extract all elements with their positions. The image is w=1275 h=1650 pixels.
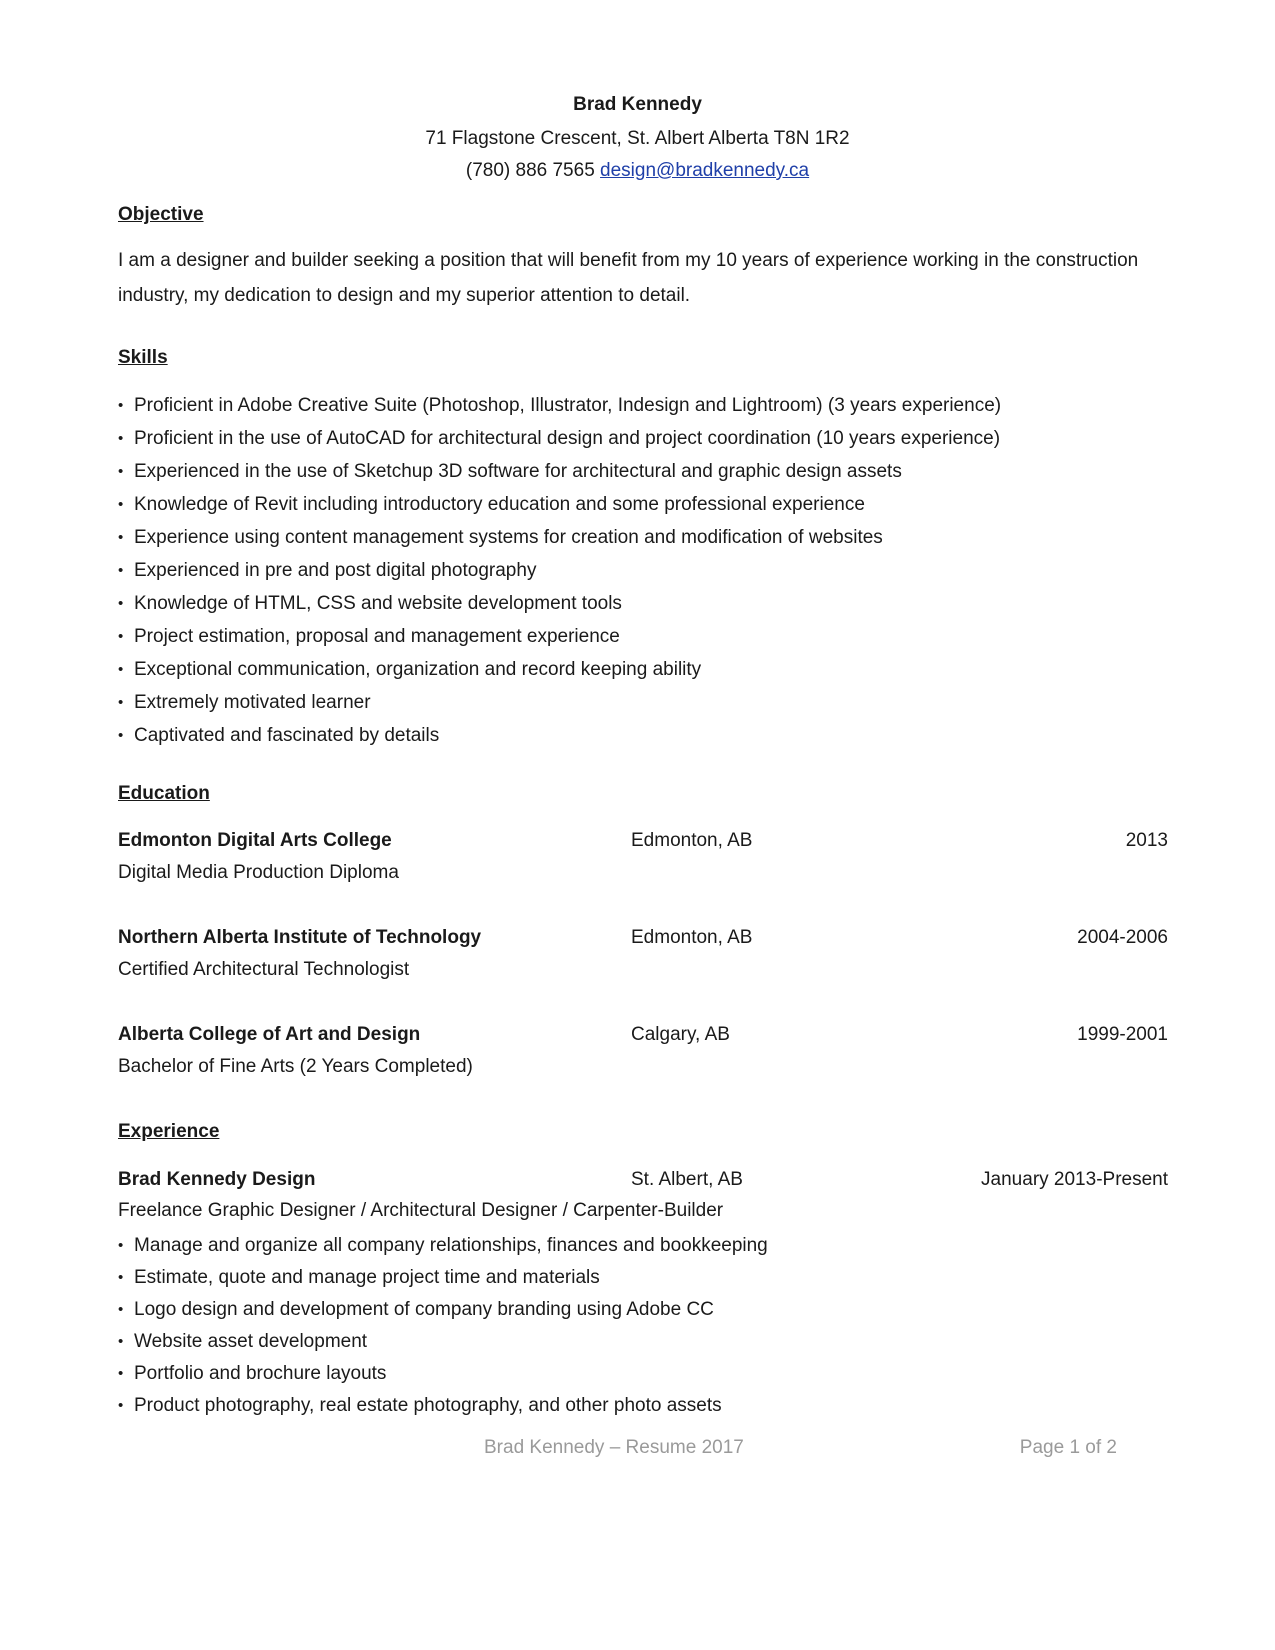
school-date: 2013 [1125,830,1168,851]
skill-item: • Exceptional communication, organization and record keeping ability [118,658,1001,691]
school-location: Calgary, AB [631,1024,730,1045]
email-link[interactable]: design@bradkennedy.ca [600,160,810,181]
education-entry [118,927,1168,953]
footer-title: Brad Kennedy – Resume 2017 [484,1437,744,1458]
experience-bullets [118,1234,768,1426]
education-entry [118,830,1168,856]
company-location: St. Albert, AB [631,1169,743,1190]
experience-heading: Experience [118,1121,220,1142]
skills-list [118,394,1001,757]
education-heading: Education [118,783,210,804]
school-credential: Digital Media Production Diploma [118,862,399,883]
experience-bullet: • Manage and organize all company relationships, finances and bookkeeping [118,1234,768,1266]
job-role: Freelance Graphic Designer / Architectural Designer / Carpenter-Builder [118,1200,724,1221]
experience-bullet: • Product photography, real estate photography, and other photo assets [118,1394,768,1426]
school-location: Edmonton, AB [631,830,753,851]
school-name: Edmonton Digital Arts College [118,830,392,851]
skills-heading: Skills [118,347,168,368]
skill-item: • Knowledge of HTML, CSS and website development tools [118,592,1001,625]
objective-heading: Objective [118,204,204,225]
skill-item: • Experienced in pre and post digital photography [118,559,1001,592]
school-credential: Certified Architectural Technologist [118,959,410,980]
employment-date: January 2013-Present [981,1169,1168,1190]
school-date: 1999-2001 [1077,1024,1168,1045]
school-name: Alberta College of Art and Design [118,1024,421,1045]
skill-item: • Experience using content management systems for creation and modification of websites [118,526,1001,559]
footer-page-number: Page 1 of 2 [1019,1437,1117,1458]
company-name: Brad Kennedy Design [118,1169,316,1190]
experience-bullet: • Portfolio and brochure layouts [118,1362,768,1394]
education-entry [118,1024,1168,1050]
experience-entry [118,1169,1168,1195]
experience-bullet: • Estimate, quote and manage project time and materials [118,1266,768,1298]
school-date: 2004-2006 [1077,927,1168,948]
skill-item: • Knowledge of Revit including introductory education and some professional experience [118,493,1001,526]
address: 71 Flagstone Crescent, St. Albert Alberta T8N 1R2 [425,128,850,149]
skill-item: • Captivated and fascinated by details [118,724,1001,757]
contact-line [0,160,1275,182]
school-name: Northern Alberta Institute of Technology [118,927,482,948]
skill-item: • Extremely motivated learner [118,691,1001,724]
school-location: Edmonton, AB [631,927,753,948]
phone: (780) 886 7565 [465,160,595,181]
skill-item: • Project estimation, proposal and management experience [118,625,1001,658]
candidate-name: Brad Kennedy [573,94,702,115]
skill-item: • Experienced in the use of Sketchup 3D software for architectural and graphic design assets [118,460,1001,493]
experience-bullet: • Website asset development [118,1330,768,1362]
school-credential: Bachelor of Fine Arts (2 Years Completed) [118,1056,473,1077]
skill-item: • Proficient in the use of AutoCAD for architectural design and project coordination (10 years experience) [118,427,1001,460]
experience-bullet: • Logo design and development of company branding using Adobe CC [118,1298,768,1330]
skill-item: • Proficient in Adobe Creative Suite (Photoshop, Illustrator, Indesign and Lightroom) (3 years experience) [118,394,1001,427]
objective-text: I am a designer and builder seeking a position that will benefit from my 10 years of experience working in the construction industry, my dedication to design and my superior attention to detail. [118,250,1139,306]
